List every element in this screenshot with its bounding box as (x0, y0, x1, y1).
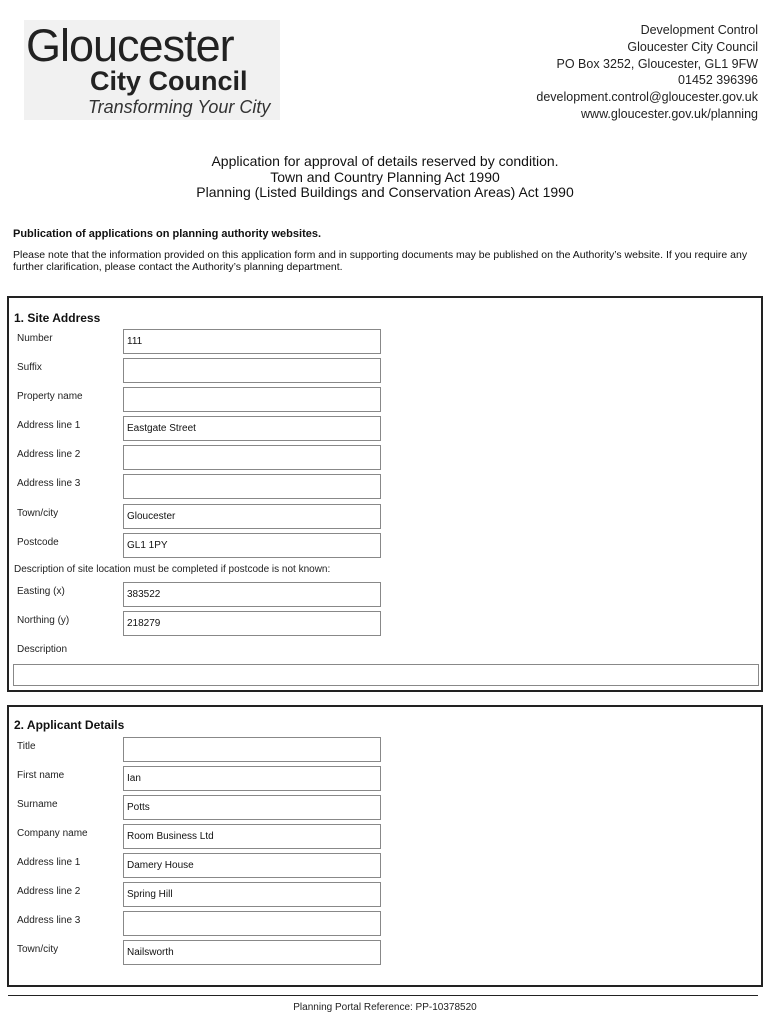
applicant-company-field[interactable]: Room Business Ltd (123, 824, 381, 849)
contact-phone: 01452 396396 (678, 73, 758, 88)
site-address-line-2-field[interactable] (123, 445, 381, 470)
applicant-address-line-3-field[interactable] (123, 911, 381, 936)
field-label: Number (17, 333, 53, 344)
applicant-surname-field[interactable]: Potts (123, 795, 381, 820)
field-label: Surname (17, 799, 58, 810)
contact-postal-address: PO Box 3252, Gloucester, GL1 9FW (556, 56, 758, 71)
form-title (0, 154, 770, 201)
field-label: Postcode (17, 537, 59, 548)
field-label: Easting (x) (17, 586, 65, 597)
field-label: Description (17, 644, 68, 655)
portal-reference: Planning Portal Reference: PP-10378520 (293, 1002, 477, 1013)
site-address-line-1-field[interactable]: Eastgate Street (123, 416, 381, 441)
site-postcode-field[interactable]: GL1 1PY (123, 533, 381, 558)
field-label: Address line 1 (17, 857, 81, 868)
field-label: Address line 3 (17, 478, 81, 489)
field-label: Suffix (17, 362, 42, 373)
site-suffix-field[interactable] (123, 358, 381, 383)
applicant-title-field[interactable] (123, 737, 381, 762)
northing-field[interactable]: 218279 (123, 611, 381, 636)
location-note: Description of site location must be completed if postcode is not known: (14, 564, 331, 575)
section-title: 2. Applicant Details (14, 718, 125, 732)
contact-website-link[interactable]: www.gloucester.gov.uk/planning (581, 106, 758, 121)
site-property-name-field[interactable] (123, 387, 381, 412)
logo-tagline: Transforming Your City (88, 97, 271, 117)
applicant-address-line-2-field[interactable]: Spring Hill (123, 882, 381, 907)
easting-field[interactable]: 383522 (123, 582, 381, 607)
field-label: Town/city (17, 508, 59, 519)
site-town-field[interactable]: Gloucester (123, 504, 381, 529)
contact-email-link[interactable]: development.control@gloucester.gov.uk (536, 90, 758, 105)
form-title-line: Application for approval of details reserved by condition. (211, 153, 559, 169)
site-address-line-3-field[interactable] (123, 474, 381, 499)
logo-wordmark: Gloucester (26, 20, 234, 71)
field-label: Address line 1 (17, 420, 81, 431)
applicant-first-name-field[interactable]: Ian (123, 766, 381, 791)
field-label: Address line 2 (17, 449, 81, 460)
contact-organisation: Gloucester City Council (627, 39, 758, 54)
field-label: Town/city (17, 944, 59, 955)
field-label: Northing (y) (17, 615, 70, 626)
logo-subtitle: City Council (90, 66, 248, 96)
field-label: Title (17, 741, 36, 752)
applicant-details-section (7, 705, 763, 987)
contact-department: Development Control (640, 23, 758, 37)
site-description-field[interactable] (13, 664, 759, 686)
field-label: First name (17, 770, 65, 781)
field-label: Address line 2 (17, 886, 81, 897)
applicant-town-field[interactable]: Nailsworth (123, 940, 381, 965)
contact-block (536, 22, 758, 123)
publication-heading: Publication of applications on planning authority websites. (13, 228, 322, 240)
applicant-address-line-1-field[interactable]: Damery House (123, 853, 381, 878)
site-address-section (7, 296, 763, 692)
council-logo (24, 20, 280, 120)
field-label: Address line 3 (17, 915, 81, 926)
site-number-field[interactable]: 111 (123, 329, 381, 354)
publication-note: Please note that the information provided on this application form and in supporting documents may be published on the Authority’s website. If you require any further clarification, please contact the Authority’s planning department. (13, 249, 748, 273)
field-label: Property name (17, 391, 83, 402)
field-label: Company name (17, 828, 88, 839)
section-title: 1. Site Address (14, 311, 101, 325)
form-title-line: Town and Country Planning Act 1990 (270, 168, 500, 185)
form-title-line: Planning (Listed Buildings and Conservation Areas) Act 1990 (196, 184, 574, 200)
footer-divider (8, 995, 758, 996)
